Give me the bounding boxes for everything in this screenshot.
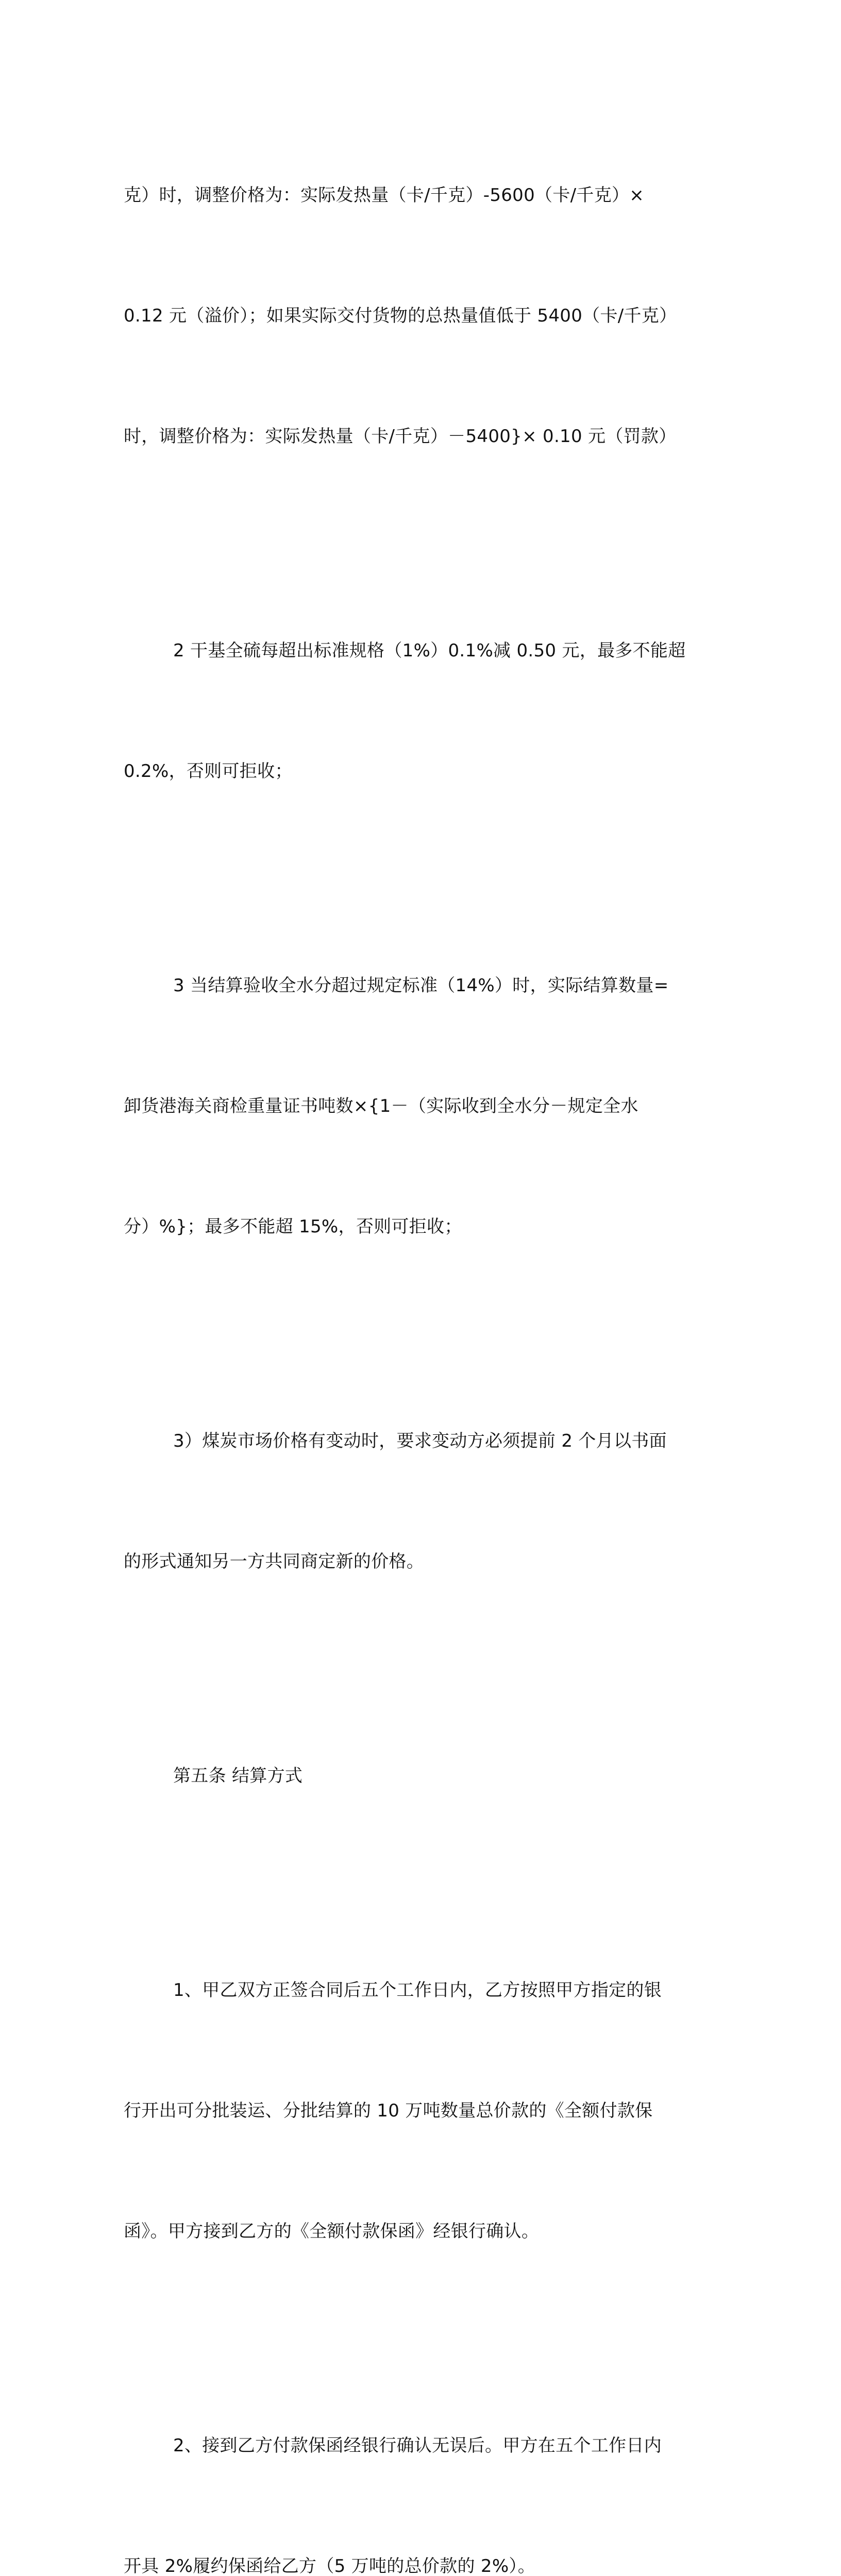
text-line: 的形式通知另一方共同商定新的价格。 — [124, 1551, 425, 1572]
text-line: 2 干基全硫每超出标准规格（1%）0.1%减 0.50 元，最多不能超 — [173, 640, 686, 661]
paragraph-market-price-change — [124, 1341, 716, 1662]
paragraph-sulfur-clause — [124, 550, 716, 872]
paragraph-settlement-1 — [124, 1890, 716, 2332]
text-line: 第五条 结算方式 — [173, 1766, 303, 1786]
text-line: 克）时，调整价格为：实际发热量（卡/千克）-5600（卡/千克）× — [124, 185, 645, 206]
text-line: 1、甲乙双方正签合同后五个工作日内，乙方按照甲方指定的银 — [173, 1980, 662, 2001]
text-line: 行开出可分批装运、分批结算的 10 万吨数量总价款的《全额付款保 — [124, 2100, 653, 2121]
text-line: 分）%}；最多不能超 15%，否则可拒收； — [124, 1216, 462, 1237]
text-line: 0.12 元（溢价）；如果实际交付货物的总热量值低于 5400（卡/千克） — [124, 306, 677, 326]
paragraph-moisture-clause — [124, 885, 716, 1327]
text-line: 0.2%，否则可拒收； — [124, 761, 293, 782]
section-heading-article-5 — [124, 1675, 716, 1876]
text-line: 开具 2%履约保函给乙方（5 万吨的总价款的 2%）。 — [124, 2556, 536, 2576]
text-line: 时，调整价格为：实际发热量（卡/千克）－5400}× 0.10 元（罚款） — [124, 426, 677, 447]
text-line: 3 当结算验收全水分超过规定标准（14%）时，实际结算数量= — [173, 975, 669, 996]
paragraph-price-adjustment-heat — [124, 95, 716, 537]
paragraph-settlement-2 — [124, 2345, 716, 2576]
document-body — [124, 95, 716, 2576]
text-line: 2、接到乙方付款保函经银行确认无误后。甲方在五个工作日内 — [173, 2435, 662, 2456]
text-line: 函》。甲方接到乙方的《全额付款保函》经银行确认。 — [124, 2221, 540, 2242]
text-line: 卸货港海关商检重量证书吨数×{1－（实际收到全水分－规定全水 — [124, 1096, 638, 1116]
text-line: 3）煤炭市场价格有变动时，要求变动方必须提前 2 个月以书面 — [173, 1431, 667, 1451]
